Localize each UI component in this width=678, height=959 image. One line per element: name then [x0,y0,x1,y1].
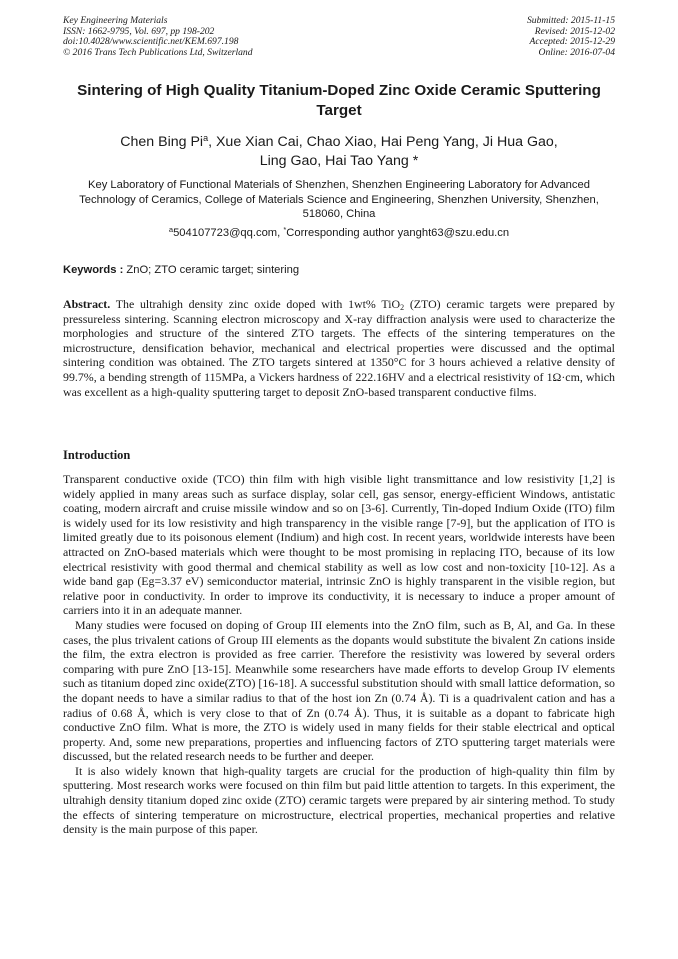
author-line-2: Ling Gao, Hai Tao Yang * [259,153,419,169]
author-list [60,133,618,171]
doi-line[interactable]: doi:10.4028/www.scientific.net/KEM.697.198 [63,36,239,48]
submitted-date: Submitted: 2015-11-15 [526,15,615,26]
abstract [63,297,615,399]
first-author: Chen Bing Pi [120,134,204,150]
corresponding-author-email[interactable]: Corresponding author yanght63@szu.edu.cn [286,227,510,239]
author-line-1 [60,133,618,152]
journal-header-left [63,16,363,58]
abstract-text-2: (ZTO) ceramic targets were prepared by pressureless sintering. Scanning electron microscopy and X-ray diffraction analysis were used to characterize the morphologies and structure of the sintered ZTO targets. The effects of the sintering temperatures on the microstructure, densification behavior, mechanical and electrical properties were discussed and the optimal sintering condition was obtained. The ZTO targets sintered at 1350°C for 3 hours achieved a relative density of 99.7%, a bending strength of 115MPa, a Vickers hardness of 222.16HV and a electrical resistivity of 1Ω·cm, which was excellent as a high-quality sputtering target to deposit ZnO-based transparent conductive films. [63,297,616,399]
issn-line: ISSN: 1662-9795, Vol. 697, pp 198-202 [63,25,215,37]
revised-date: Revised: 2015-12-02 [534,25,615,37]
intro-paragraph-3: It is also widely known that high-quality targets are crucial for the production of high-quality thin film by sputtering. Most research works were focused on thin film but paid little attention to targets. In this experiment, the ultrahigh density titanium doped zinc oxide (ZTO) ceramic targets were prepared by air sintering method. To study the effects of sintering temperature on microstructure, electrical properties, mechanical properties and relative density is the main purpose of this paper. [63,763,615,837]
intro-paragraph-2: Many studies were focused on doping of Group III elements into the ZnO film, such as B, Al, and Ga. In these cases, the plus trivalent cations of Group III elements as the dopants would substitute the bivalent Zn cations inside the film, the extra electron is provided as free carrier. Therefore the resistivity was lowered by several orders comparing with pure ZnO [13-15]. Meanwhile some researchers have made efforts to develop Group IV elements such as titanium doped zinc oxide(ZTO) [16-18]. A successful substitution should with small lattice deformation, so the dopant needs to have a similar radius to that of the host ion Zn (0.74 Å). Ti is a quadrivalent cation and has a radius of 0.68 Å, which is very close to that of Zn (0.74 Å). Thus, it is suitable as a dopant to fabricate high conductive ZnO film. What is more, the ZTO is widely used in many fields for their stable electrical and optical property. And, some new preparations, properties and influencing factors of ZTO sputtering target materials were discussed, but the related research needs to be further and deeper. [63,617,615,764]
introduction-heading: Introduction [63,448,131,462]
paper-title: Sintering of High Quality Titanium-Doped Zinc Oxide Ceramic Sputtering Target [77,82,601,119]
intro-paragraph-1: Transparent conductive oxide (TCO) thin film with high visible light transmittance and low resistivity [1,2] is widely applied in many areas such as surface display, solar cell, gas sensor, energy-efficient Windows, antistatic coating, modern aircraft and cruise missile window and so on [3-6]. Currently, Tin-doped Indium Oxide (ITO) film is widely used for its low resistivity and high transparency in the visible range [7-9], but the application of ITO is limited greatly due to its poisonous element (Indium) and high cost. In recent years, worldwide interests have been attracted on ZnO-based materials which were thought to be most promising in replacing ITO, because of its low electrical resistivity with good thermal and chemical stability as well as low cost and non-toxicity [10-12]. As a wide band gap (Eg=3.37 eV) semiconductor material, intrinsic ZnO is highly transparent in the visible region, but relative poor in conductivity. In order to improve its conductivity, it is necessary to induce a proper amount of carriers into it in an adequate manner. [63,472,615,618]
email-a[interactable]: 504107723@qq.com, [173,227,284,239]
accepted-date: Accepted: 2015-12-29 [529,36,615,48]
keywords-text: ZnO; ZTO ceramic target; sintering [123,264,300,276]
author-affil-mark: a [203,133,209,143]
abstract-subscript: 2 [400,303,405,312]
co-authors: , Xue Xian Cai, Chao Xiao, Hai Peng Yang, Ji Hua Gao, [208,134,558,150]
copyright-line: © 2016 Trans Tech Publications Ltd, Switzerland [63,46,253,58]
journal-header-right [395,16,615,58]
keywords-label: Keywords : [63,264,124,276]
email-mark-star: * [283,225,287,234]
affiliation: Key Laboratory of Functional Materials of Shenzhen, Shenzhen Engineering Laboratory for Advanced Technology of Ceramics, College of Materials Science and Engineering, Shenzhen University, Shenzhen, 518060, China [79,179,599,220]
abstract-text-1: The ultrahigh density zinc oxide doped with 1wt% TiO [110,297,401,311]
keywords [63,263,615,277]
online-date: Online: 2016-07-04 [538,46,615,58]
journal-name: Key Engineering Materials [63,15,168,26]
abstract-label: Abstract. [63,297,111,311]
contact-emails [60,226,618,240]
introduction-body [63,472,615,837]
email-mark-a: a [168,225,174,234]
